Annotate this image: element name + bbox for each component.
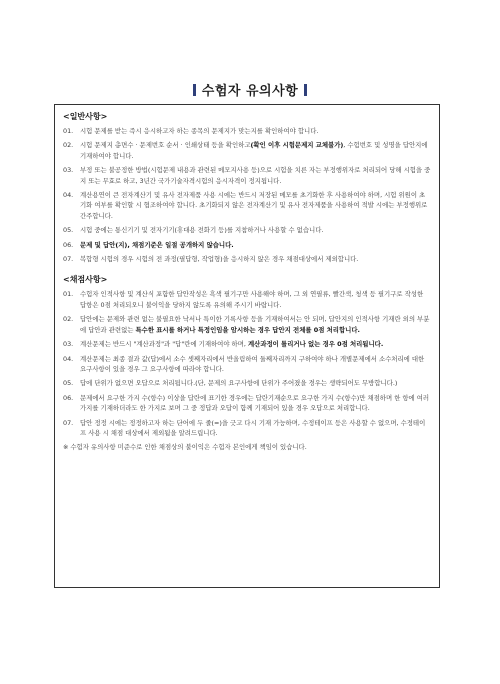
general-item bbox=[63, 140, 431, 161]
general-item bbox=[63, 225, 431, 235]
item-number: 02. bbox=[63, 141, 74, 150]
item-number: 03. bbox=[63, 340, 74, 349]
title-bar-right bbox=[304, 84, 307, 96]
title-bar-left bbox=[193, 84, 196, 96]
general-item bbox=[63, 240, 431, 250]
item-text: 답안에는 문제와 관련 없는 불필요한 낙서나 특이한 기록사항 등을 기재하여서는 안 되며, 답안지의 인적사항 기재란 외의 부분에 답안과 관련없는 bbox=[80, 315, 430, 334]
general-item bbox=[63, 165, 431, 186]
general-item bbox=[63, 126, 431, 136]
item-text: 계산문제는 반드시 "계산과정"과 "답"란에 기재하여야 하며, bbox=[80, 340, 248, 349]
item-number: 05. bbox=[63, 226, 74, 235]
scoring-item bbox=[63, 314, 431, 335]
item-emphasis: 문제 및 답안(지), 채점기준은 일절 공개하지 않습니다. bbox=[80, 240, 234, 249]
item-number: 02. bbox=[63, 315, 74, 324]
item-number: 04. bbox=[63, 354, 74, 363]
item-number: 01. bbox=[63, 127, 74, 135]
item-text: , 수험번호 및 성명을 답안지에 기재하여야 합니다. bbox=[80, 141, 428, 160]
item-text: 복합형 시험의 경우 시험의 전 과정(필답형, 작업형)을 응시하지 않은 경우 채점대상에서 제외합니다. bbox=[80, 255, 359, 264]
item-emphasis: 계산과정이 틀리거나 없는 경우 0점 처리됩니다. bbox=[247, 340, 384, 349]
item-text: 수험자 인적사항 및 계산식 포함한 답안작성은 흑색 필기구만 사용해야 하며, 그 외 연필류, 빨간색, 청색 등 필기구로 작성한 답항은 0점 처리되오니 불이익을 당하지 않도록 유의해 주시기 바랍니다. bbox=[80, 290, 424, 309]
item-number: 04. bbox=[63, 191, 74, 200]
general-item bbox=[63, 254, 431, 264]
scoring-item bbox=[63, 289, 431, 310]
general-item bbox=[63, 190, 431, 221]
item-number: 07. bbox=[63, 418, 74, 427]
item-text: 답안 정정 시에는 정정하고자 하는 단어에 두 줄(=)을 긋고 다시 기재 가능하며, 수정테이프 등은 사용할 수 없으며, 수정테이프 사용 시 채점 대상에서 제외됨을 알려드립니다. bbox=[80, 418, 426, 437]
item-number: 05. bbox=[63, 379, 74, 388]
item-number: 06. bbox=[63, 393, 74, 402]
scoring-item bbox=[63, 393, 431, 414]
item-number: 01. bbox=[63, 290, 74, 299]
scoring-item bbox=[63, 339, 431, 349]
item-text: 답에 단위가 없으면 오답으로 처리됩니다.(단, 문제의 요구사항에 단위가 주어졌을 경우는 생략되어도 무방합니다.) bbox=[80, 379, 398, 388]
scoring-list bbox=[63, 289, 431, 438]
scoring-heading: <채점사항> bbox=[63, 275, 108, 285]
item-number: 06. bbox=[63, 240, 74, 249]
scoring-item bbox=[63, 418, 431, 439]
item-text: 시험 문제를 받는 즉시 응시하고자 하는 종목의 문제지가 맞는지를 확인하여야 합니다. bbox=[80, 127, 319, 135]
item-emphasis: (확인 이후 시험문제지 교체불가) bbox=[250, 141, 344, 150]
general-list bbox=[63, 126, 431, 264]
item-number: 03. bbox=[63, 166, 74, 175]
item-text: 부정 또는 불공정한 방법(시험문제 내용과 관련된 메모지사용 등)으로 시험을 치른 자는 부정행위자로 처리되어 당해 시험을 중지 또는 무효로 하고, 3년간 국가기술자격시험의 응시자격이 정지됩니다. bbox=[80, 166, 431, 185]
item-text: 문제에서 요구한 가지 수(항수) 이상을 답란에 표기한 경우에는 답란기재순으로 요구한 가지 수(항수)만 채점하며 한 항에 여러 가지를 기재하더라도 한 가지로 보며 그 중 정답과 오답이 함께 기재되어 있을 경우 오답으로 처리합니다. bbox=[80, 393, 430, 413]
item-text: 계산용연이 큰 전자계산기 및 유사 전자제품 사용 시에는 반드시 저장된 메모를 초기화한 후 사용하여야 하며, 시험 위원이 초기화 여부를 확인할 시 협조하여야 합니다. 초기화되지 않은 전자계산기 및 유사 전자제품을 사용하여 적발 시에는 부정행위로 간주합니다. bbox=[80, 191, 428, 220]
scoring-item bbox=[63, 378, 431, 388]
item-emphasis: 특수한 표시를 하거나 특정인임을 암시하는 경우 답안지 전체를 0점 처리합니다. bbox=[135, 325, 360, 334]
item-text: 계산문제는 최종 결과 값(답)에서 소수 셋째자리에서 반올림하여 둘째자리까지 구하여야 하나 개별문제에서 소수처리에 대한 요구사항이 있을 경우 그 요구사항에 따라야 합니다. bbox=[80, 354, 425, 373]
item-text: 시험 문제지 총면수 · 문제번호 순서 · 인쇄상태 등을 확인하고 bbox=[80, 141, 251, 150]
item-number: 07. bbox=[63, 255, 74, 264]
item-text: 시험 중에는 통신기기 및 전자기기(휴대용 전화기 등)를 지참하거나 사용할 수 없습니다. bbox=[80, 226, 324, 235]
footnote: ※ 수험자 유의사항 미준수로 인한 채점상의 불이익은 수험자 본인에게 책임이 있습니다. bbox=[63, 443, 307, 452]
scoring-item bbox=[63, 354, 431, 375]
title-text: 수험자 유의사항 bbox=[201, 84, 299, 99]
notice-box bbox=[54, 104, 440, 588]
general-heading: <일반사항> bbox=[63, 112, 108, 121]
page-title bbox=[0, 80, 500, 99]
